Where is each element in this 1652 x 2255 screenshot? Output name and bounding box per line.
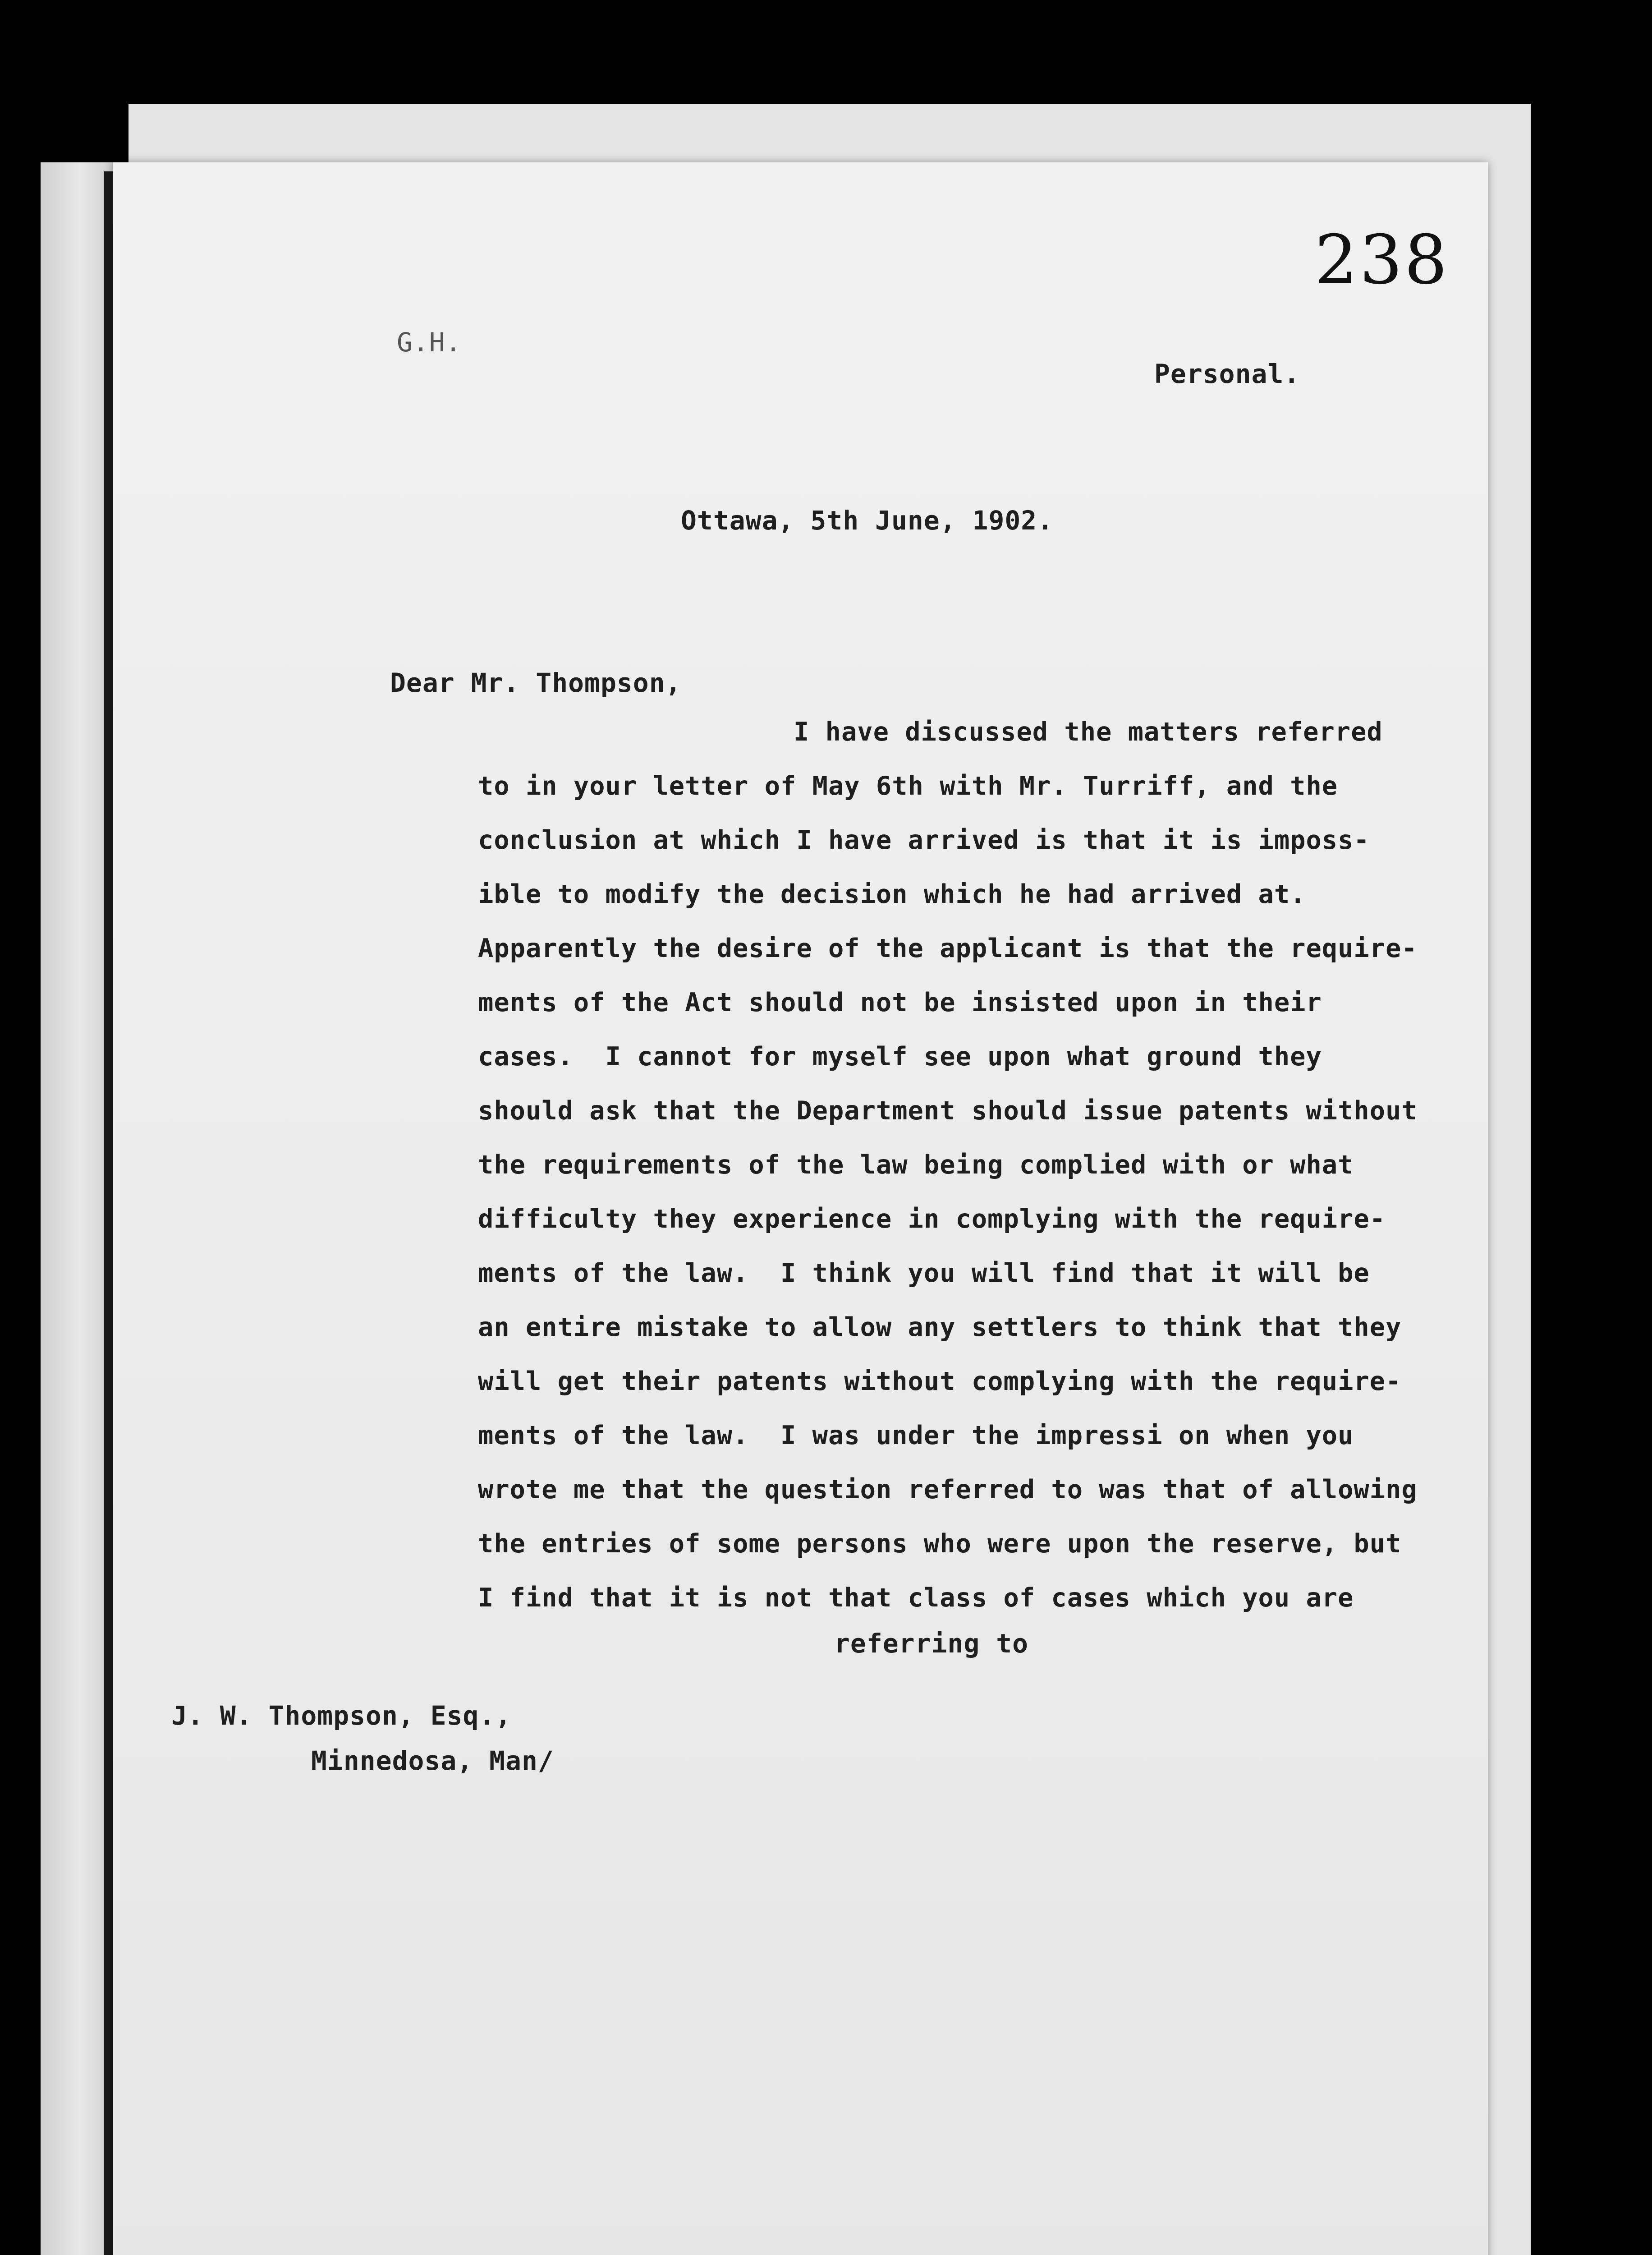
body-line: an entire mistake to allow any settlers to think that they xyxy=(478,1312,1402,1342)
body-line: difficulty they experience in complying with the require- xyxy=(478,1204,1386,1234)
body-line: will get their patents without complying with the require- xyxy=(478,1367,1402,1396)
body-line: cases. I cannot for myself see upon what ground they xyxy=(478,1042,1322,1072)
body-line: I have discussed the matters referred xyxy=(794,717,1383,747)
salutation: Dear Mr. Thompson, xyxy=(390,667,682,698)
page-number: 238 xyxy=(1314,221,1449,299)
addressee-name: J. W. Thompson, Esq., xyxy=(171,1700,512,1731)
body-line: ments of the law. I was under the impressi on when you xyxy=(478,1421,1354,1450)
personal-marking: Personal. xyxy=(1154,359,1300,389)
body-line: ments of the law. I think you will find that it will be xyxy=(478,1258,1370,1288)
body-line: should ask that the Department should issue patents without xyxy=(478,1096,1418,1126)
body-line: the requirements of the law being complied with or what xyxy=(478,1150,1354,1180)
body-line: to in your letter of May 6th with Mr. Turriff, and the xyxy=(478,771,1338,801)
body-line: ible to modify the decision which he had arrived at. xyxy=(478,879,1306,909)
sender-initials: G.H. xyxy=(397,327,462,358)
body-line: wrote me that the question referred to was that of allowing xyxy=(478,1475,1418,1505)
addressee-place: Minnedosa, Man/ xyxy=(311,1745,554,1776)
body-line: Apparently the desire of the applicant is that the require- xyxy=(478,934,1418,963)
body-line: ments of the Act should not be insisted upon in their xyxy=(478,988,1322,1017)
body-line: I find that it is not that class of cases which you are xyxy=(478,1583,1354,1613)
body-line: the entries of some persons who were upon the reserve, but xyxy=(478,1529,1402,1559)
continuation-catchword: referring to xyxy=(834,1628,1029,1659)
dateline: Ottawa, 5th June, 1902. xyxy=(681,505,1054,536)
body-line: conclusion at which I have arrived is that it is imposs- xyxy=(478,825,1370,855)
